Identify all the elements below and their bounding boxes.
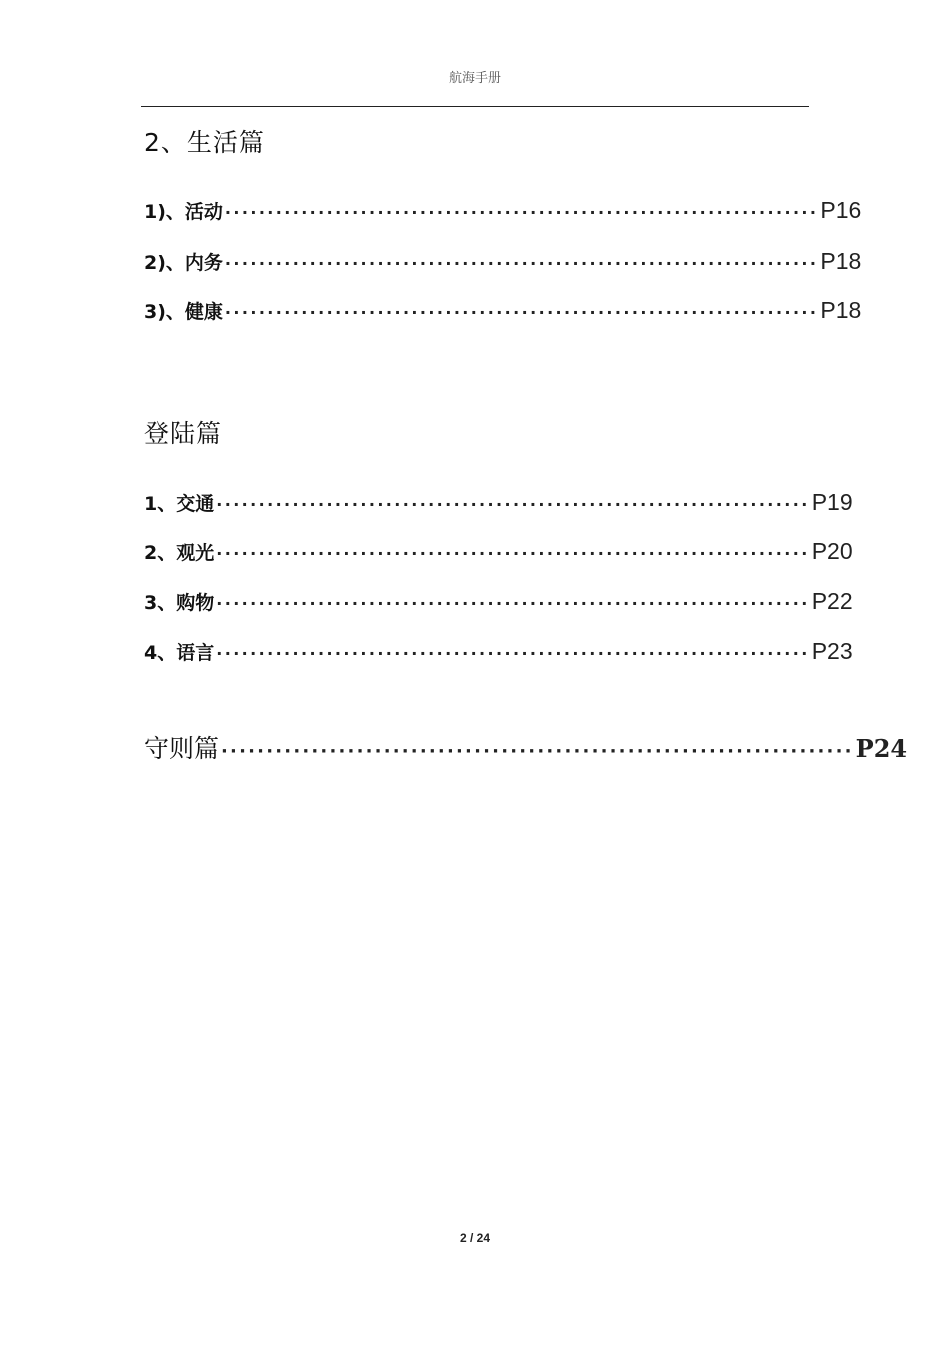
toc-leader-dots: ······································································: [216, 594, 810, 613]
toc-entry-label: 3、购物: [144, 592, 215, 614]
toc-entry-label: 2)、内务: [144, 252, 223, 274]
toc-page-ref: P22: [811, 588, 853, 614]
toc-leader-dots: ······································································: [224, 203, 819, 222]
page-number: 2 / 24: [459, 1231, 491, 1245]
toc-page-ref: P24: [855, 734, 908, 763]
toc-entry-label: 守则篇: [144, 734, 220, 763]
toc-entry[interactable]: [144, 297, 862, 324]
toc-page-ref: P18: [820, 297, 862, 323]
toc-entry[interactable]: [144, 588, 853, 615]
toc-entry-label: 4、语言: [144, 642, 215, 664]
toc-page-ref: P18: [820, 248, 862, 274]
toc-leader-dots: ······································································: [216, 544, 810, 563]
toc-entry-label: 3)、健康: [144, 301, 223, 323]
toc-entry[interactable]: [144, 638, 853, 665]
section-title-life: 2、生活篇: [144, 128, 265, 157]
toc-page-ref: P16: [820, 197, 862, 223]
toc-leader-dots: ······································································: [224, 254, 819, 273]
toc-leader-dots: ······································································: [224, 303, 819, 322]
toc-entry[interactable]: [144, 489, 853, 516]
header-title: 航海手册: [448, 71, 501, 86]
toc-entry[interactable]: [144, 538, 853, 565]
toc-entry-label: 1、交通: [144, 493, 215, 515]
toc-page-ref: P20: [811, 538, 853, 564]
toc-entry-rules[interactable]: [144, 729, 908, 765]
toc-page-ref: P19: [811, 489, 853, 515]
toc-entry[interactable]: [144, 248, 862, 275]
toc-page-ref: P23: [811, 638, 853, 664]
toc-leader-dots: ······································································: [216, 644, 810, 663]
toc-leader-dots: ······································································: [216, 495, 810, 514]
header-divider: [141, 106, 809, 107]
toc-entry[interactable]: [144, 197, 862, 224]
toc-entry-label: 1)、活动: [144, 201, 223, 223]
toc-entry-label: 2、观光: [144, 542, 215, 564]
toc-leader-dots: ······································································: [221, 741, 854, 762]
section-title-landing: 登陆篇: [144, 419, 223, 448]
